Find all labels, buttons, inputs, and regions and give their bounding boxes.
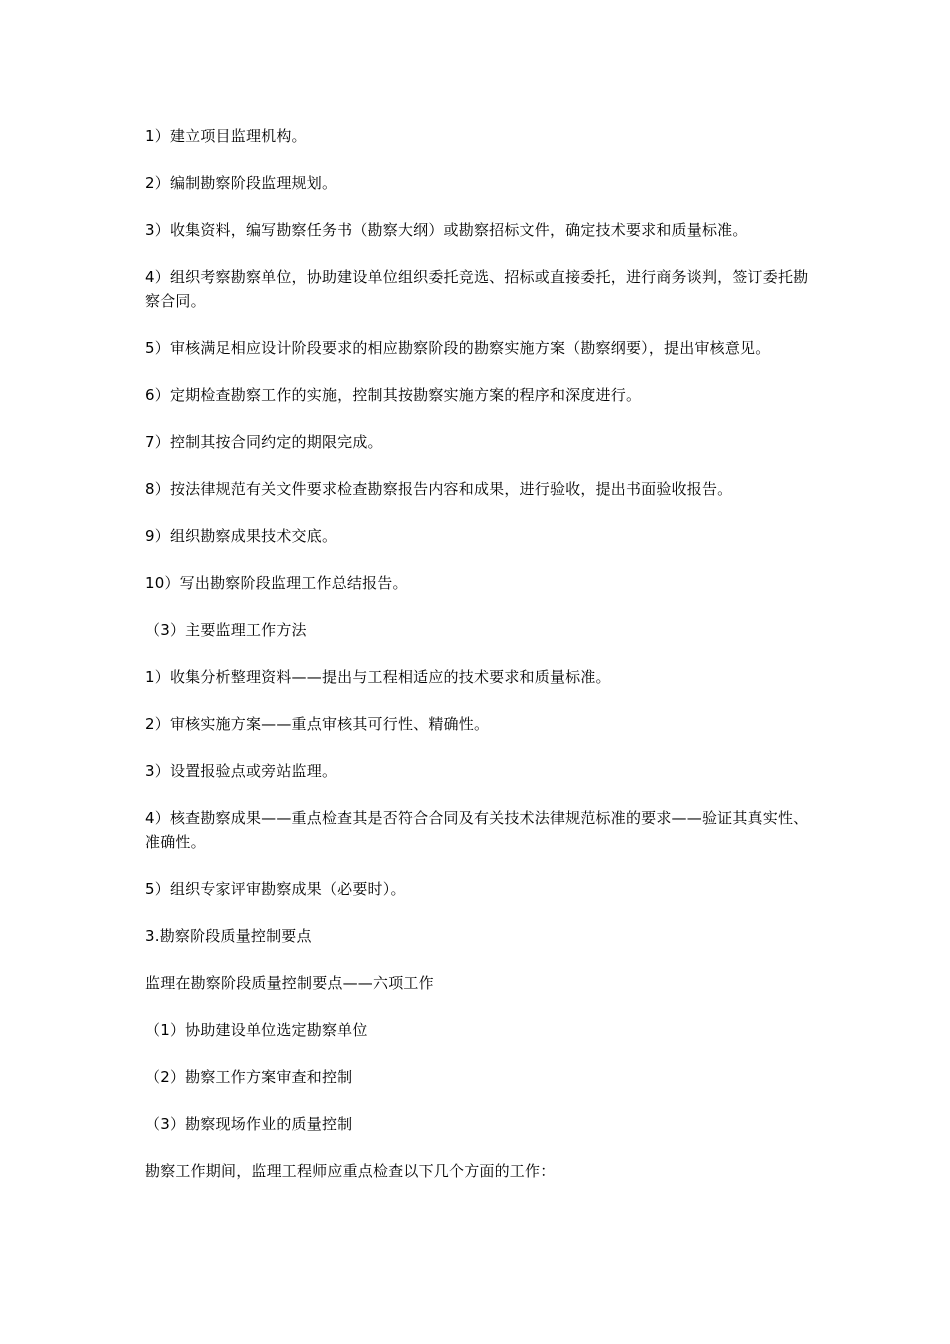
method-item-verify-results: 4）核查勘察成果——重点检查其是否符合合同及有关技术法律规范标准的要求——验证其真实性、准确性。 xyxy=(145,809,809,851)
list-item-establish-org: 1）建立项目监理机构。 xyxy=(145,127,307,145)
list-item-periodic-check: 6）定期检查勘察工作的实施，控制其按勘察实施方案的程序和深度进行。 xyxy=(145,386,642,404)
list-item-review-plan: 5）审核满足相应设计阶段要求的相应勘察阶段的勘察实施方案（勘察纲要），提出审核意见。 xyxy=(145,339,771,357)
list-item-collect-data: 3）收集资料，编写勘察任务书（勘察大纲）或勘察招标文件，确定技术要求和质量标准。 xyxy=(145,221,748,239)
document-body xyxy=(145,124,813,1183)
method-item-collect-analyze: 1）收集分析整理资料——提出与工程相适应的技术要求和质量标准。 xyxy=(145,668,611,686)
quality-item-field-work: （3）勘察现场作业的质量控制 xyxy=(145,1115,353,1133)
quality-item-select-unit: （1）协助建设单位选定勘察单位 xyxy=(145,1021,368,1039)
method-item-expert-review: 5）组织专家评审勘察成果（必要时）。 xyxy=(145,880,406,898)
list-item-summary-report: 10）写出勘察阶段监理工作总结报告。 xyxy=(145,574,408,592)
section-heading-quality-control: 3.勘察阶段质量控制要点 xyxy=(145,927,312,945)
quality-item-plan-review: （2）勘察工作方案审查和控制 xyxy=(145,1068,353,1086)
method-item-inspection-points: 3）设置报验点或旁站监理。 xyxy=(145,762,338,780)
method-item-review-plan: 2）审核实施方案——重点审核其可行性、精确性。 xyxy=(145,715,490,733)
list-item-technical-briefing: 9）组织勘察成果技术交底。 xyxy=(145,527,338,545)
section-heading-methods: （3）主要监理工作方法 xyxy=(145,621,307,639)
list-item-check-report: 8）按法律规范有关文件要求检查勘察报告内容和成果，进行验收，提出书面验收报告。 xyxy=(145,480,733,498)
quality-control-intro: 监理在勘察阶段质量控制要点——六项工作 xyxy=(145,974,434,992)
list-item-compile-plan: 2）编制勘察阶段监理规划。 xyxy=(145,174,338,192)
list-item-organize-inspection: 4）组织考察勘察单位，协助建设单位组织委托竞选、招标或直接委托，进行商务谈判，签订委托勘察合同。 xyxy=(145,268,809,310)
list-item-control-deadline: 7）控制其按合同约定的期限完成。 xyxy=(145,433,383,451)
inspection-focus-intro: 勘察工作期间，监理工程师应重点检查以下几个方面的工作： xyxy=(145,1162,556,1180)
